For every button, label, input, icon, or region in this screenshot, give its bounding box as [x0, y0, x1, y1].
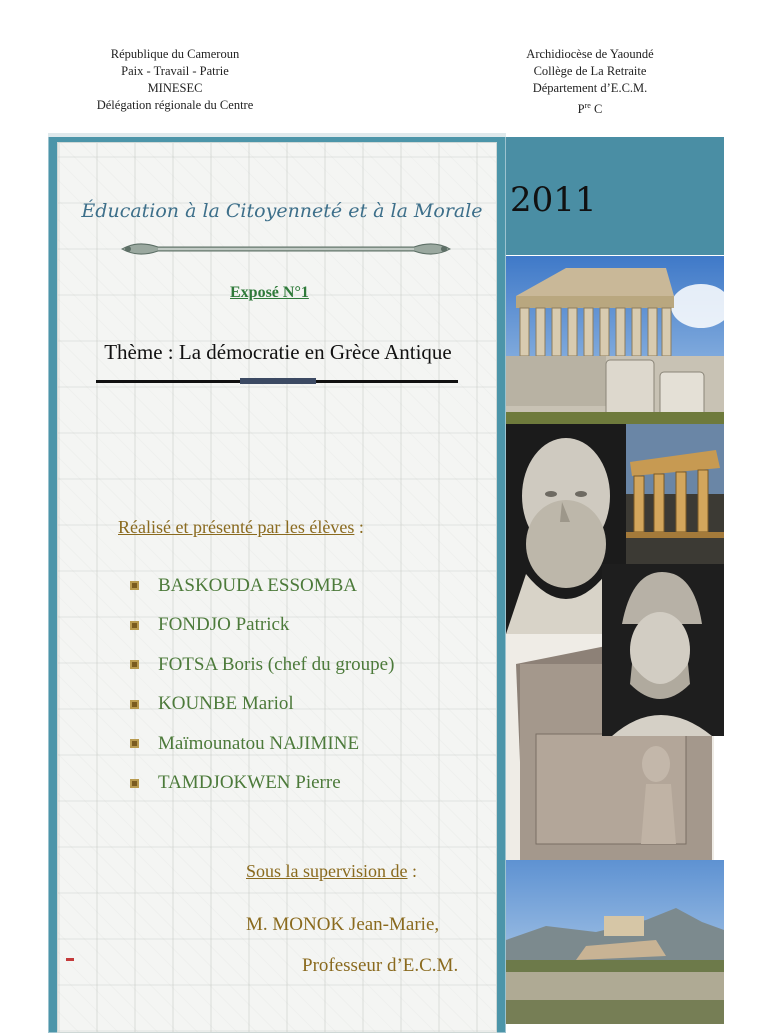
student-list: [130, 566, 394, 803]
year-label: 2011: [510, 180, 597, 220]
realise-colon: :: [354, 517, 364, 537]
header-left: [60, 46, 290, 114]
list-item: [130, 685, 394, 725]
student-name: Maïmounatou NAJIMINE: [158, 732, 360, 754]
header-right: [480, 46, 700, 118]
supervision-heading: [246, 861, 417, 882]
teacher-name: M. MONOK Jean-Marie,: [246, 914, 440, 935]
class-sup: re: [584, 101, 591, 110]
panel-top-edge: [48, 133, 506, 137]
bullet-icon: [130, 581, 139, 590]
class-letter: P: [577, 102, 585, 117]
header-left-line2: Paix - Travail - Patrie: [121, 64, 229, 78]
header-left-line1: République du Cameroun: [110, 47, 240, 61]
bullet-icon: [130, 779, 139, 788]
header-left-line4: Délégation régionale du Centre: [96, 98, 254, 112]
theme-underline-accent: [240, 378, 316, 384]
list-item: [130, 764, 394, 804]
red-mark: [66, 958, 74, 961]
supervision-colon: :: [407, 861, 418, 881]
acropolis-landscape-photo: [506, 860, 724, 1024]
parthenon-photo: [506, 256, 724, 424]
student-name: FONDJO Patrick: [158, 614, 290, 636]
expose-number: Exposé N°1: [230, 284, 309, 301]
teacher-title: Professeur d’E.C.M.: [302, 955, 459, 976]
bullet-icon: [130, 739, 139, 748]
theme-title: Thème : La démocratie en Grèce Antique: [104, 340, 452, 364]
pericles-bust-photo: [602, 564, 724, 736]
student-name: KOUNBE Mariol: [158, 693, 294, 715]
list-item: [130, 724, 394, 764]
bullet-icon: [130, 621, 139, 630]
student-name: BASKOUDA ESSOMBA: [158, 574, 358, 596]
header-right-line1: Archidiocèse de Yaoundé: [526, 47, 654, 61]
class-series: C: [590, 102, 603, 117]
list-item: [130, 566, 394, 606]
temple-columns-photo: [626, 424, 724, 564]
realise-heading: [118, 517, 364, 538]
supervision-label: Sous la supervision de: [246, 861, 408, 881]
header-right-line4: [480, 97, 700, 118]
student-name: TAMDJOKWEN Pierre: [158, 772, 341, 794]
header-right-line3: Département d’E.C.M.: [532, 81, 648, 95]
bullet-icon: [130, 660, 139, 669]
realise-label: Réalisé et présenté par les élèves: [118, 517, 355, 537]
ornament-divider: [118, 238, 454, 260]
list-item: [130, 606, 394, 646]
bullet-icon: [130, 700, 139, 709]
student-name: FOTSA Boris (chef du groupe): [158, 653, 395, 675]
list-item: [130, 645, 394, 685]
header-left-line3: MINESEC: [147, 81, 203, 95]
subject-title: Éducation à la Citoyenneté et à la Morale: [81, 200, 483, 222]
header-right-line2: Collège de La Retraite: [533, 64, 647, 78]
